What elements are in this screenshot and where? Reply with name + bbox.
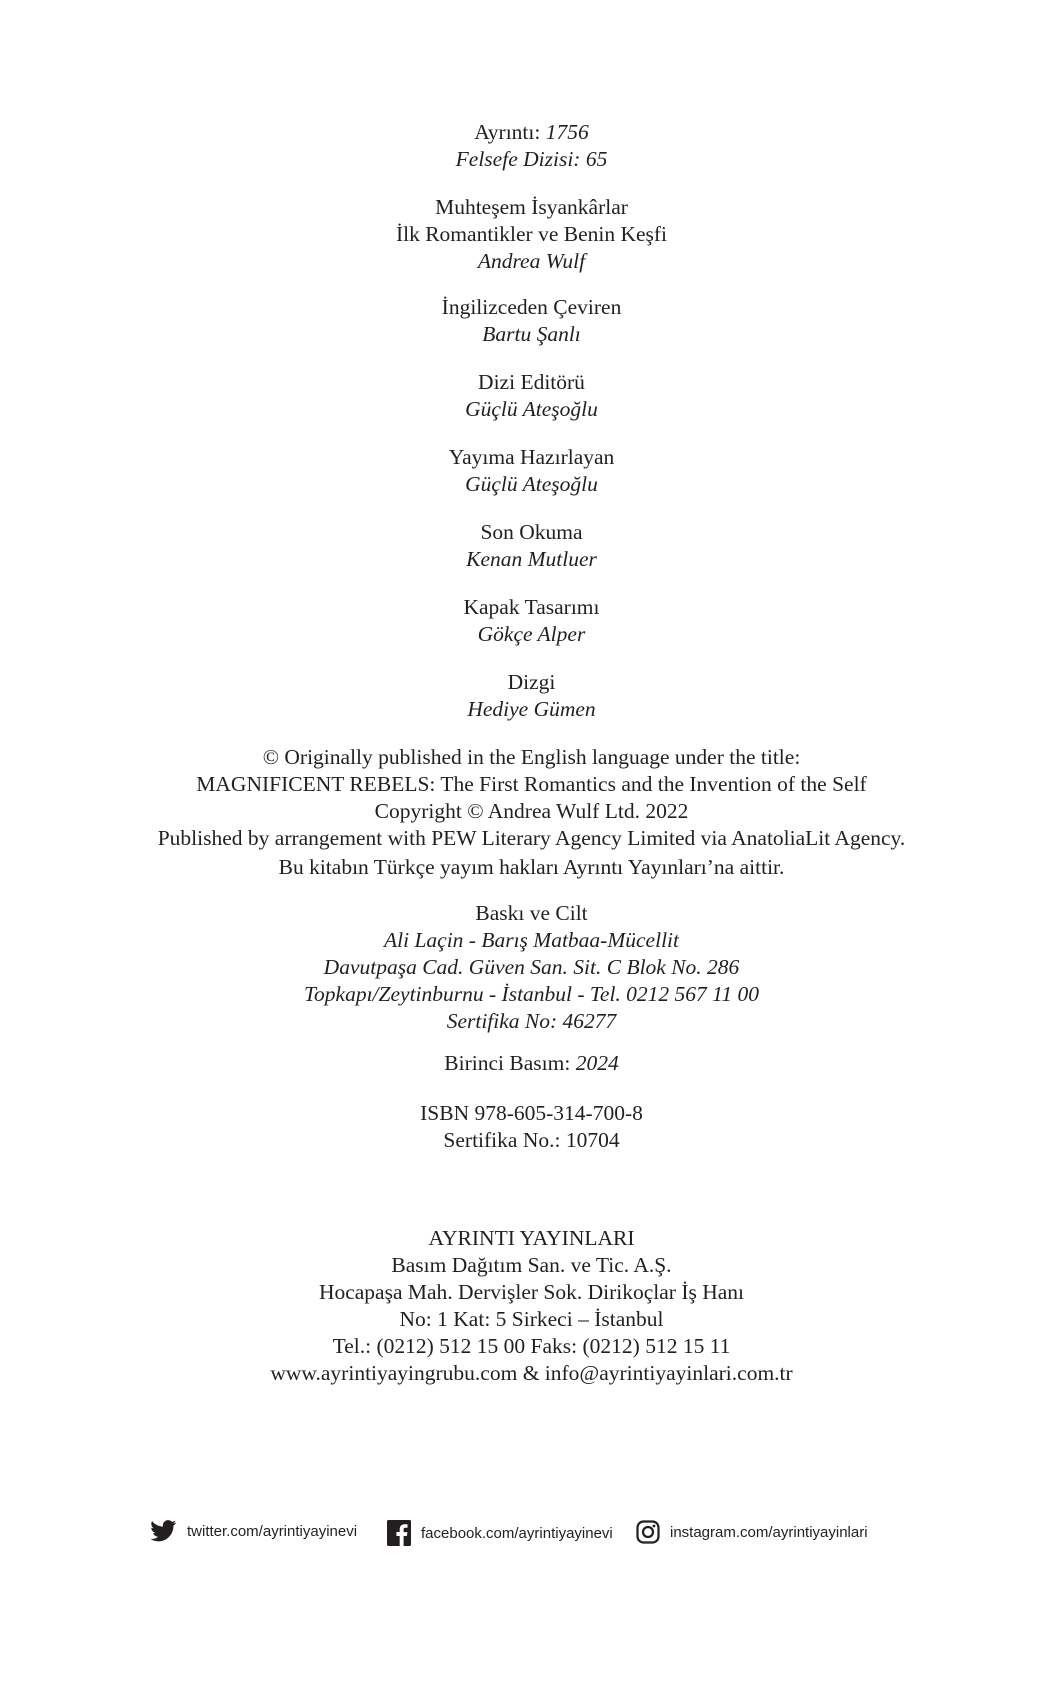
publisher-address: No: 1 Kat: 5 Sirkeci – İstanbul xyxy=(399,1307,664,1331)
publisher-address: Hocapaşa Mah. Dervişler Sok. Dirikoçlar İş Hanı xyxy=(318,1280,745,1304)
facebook-icon xyxy=(387,1520,411,1546)
isbn-info xyxy=(0,1100,1063,1154)
credit-role: Yayıma Hazırlayan xyxy=(448,445,615,469)
credit-cover-design xyxy=(0,594,1063,648)
printing-label: Baskı ve Cilt xyxy=(475,901,588,925)
credit-proofreading xyxy=(0,519,1063,573)
twitter-url: twitter.com/ayrintiyayinevi xyxy=(187,1522,358,1540)
rights-line: Bu kitabın Türkçe yayım hakları Ayrıntı Yayınları’na aittir. xyxy=(278,855,785,879)
credit-series-editor xyxy=(0,369,1063,423)
publisher-number-label: Ayrıntı: xyxy=(474,120,546,144)
publisher-info xyxy=(0,1225,1063,1387)
credit-role: Kapak Tasarımı xyxy=(463,595,600,619)
printing-line: Davutpaşa Cad. Güven San. Sit. C Blok No. 286 xyxy=(323,955,740,979)
social-links xyxy=(0,1520,1063,1560)
rights-line: © Originally published in the English language under the title: xyxy=(262,745,801,769)
credit-typesetting xyxy=(0,669,1063,723)
credit-preparer xyxy=(0,444,1063,498)
rights-line: Published by arrangement with PEW Literary Agency Limited via AnatoliaLit Agency. xyxy=(157,826,906,850)
credit-role: Dizgi xyxy=(507,670,556,694)
book-info xyxy=(0,194,1063,275)
credit-role: Son Okuma xyxy=(480,520,583,544)
edition-label: Birinci Basım: xyxy=(444,1051,576,1075)
series-info xyxy=(0,119,1063,173)
credit-name: Hediye Gümen xyxy=(467,697,596,721)
isbn-number: ISBN 978-605-314-700-8 xyxy=(420,1101,643,1125)
book-title: Muhteşem İsyankârlar xyxy=(435,195,628,219)
isbn-certificate: Sertifika No.: 10704 xyxy=(443,1128,620,1152)
credit-name: Kenan Mutluer xyxy=(466,547,597,571)
printing-line: Topkapı/Zeytinburnu - İstanbul - Tel. 0212 567 11 00 xyxy=(304,982,759,1006)
credit-name: Güçlü Ateşoğlu xyxy=(465,397,598,421)
credit-role: Dizi Editörü xyxy=(478,370,585,394)
credit-role: İngilizceden Çeviren xyxy=(441,295,622,319)
instagram-url: instagram.com/ayrintiyayinlari xyxy=(670,1523,868,1541)
publisher-number-line xyxy=(0,119,1063,146)
rights-line: MAGNIFICENT REBELS: The First Romantics and the Invention of the Self xyxy=(196,772,867,796)
printing-info xyxy=(0,900,1063,1035)
publisher-phone: Tel.: (0212) 512 15 00 Faks: (0212) 512 15 11 xyxy=(332,1334,731,1358)
edition-year: 2024 xyxy=(575,1051,619,1075)
twitter-link[interactable] xyxy=(150,1520,357,1542)
twitter-icon xyxy=(150,1520,177,1542)
credit-translator xyxy=(0,294,1063,348)
facebook-link[interactable] xyxy=(387,1520,613,1546)
instagram-link[interactable] xyxy=(636,1520,868,1544)
publisher-web: www.ayrintiyayingrubu.com & info@ayrintiyayinlari.com.tr xyxy=(270,1361,793,1385)
credit-name: Güçlü Ateşoğlu xyxy=(465,472,598,496)
rights-line: Copyright © Andrea Wulf Ltd. 2022 xyxy=(374,799,689,823)
book-author: Andrea Wulf xyxy=(477,249,586,273)
credit-name: Bartu Şanlı xyxy=(482,322,581,346)
rights-notice xyxy=(0,744,1063,881)
edition-line xyxy=(0,1050,1063,1077)
credit-name: Gökçe Alper xyxy=(477,622,586,646)
publisher-number: 1756 xyxy=(545,120,589,144)
edition-info xyxy=(0,1050,1063,1077)
facebook-url: facebook.com/ayrintiyayinevi xyxy=(421,1524,613,1542)
series-name: Felsefe Dizisi: 65 xyxy=(455,147,608,171)
printing-line: Sertifika No: 46277 xyxy=(446,1009,617,1033)
instagram-icon xyxy=(636,1520,660,1544)
printing-line: Ali Laçin - Barış Matbaa-Mücellit xyxy=(384,928,679,952)
book-subtitle: İlk Romantikler ve Benin Keşfi xyxy=(395,222,668,246)
publisher-company: Basım Dağıtım San. ve Tic. A.Ş. xyxy=(391,1253,672,1277)
publisher-name: AYRINTI YAYINLARI xyxy=(428,1226,635,1250)
